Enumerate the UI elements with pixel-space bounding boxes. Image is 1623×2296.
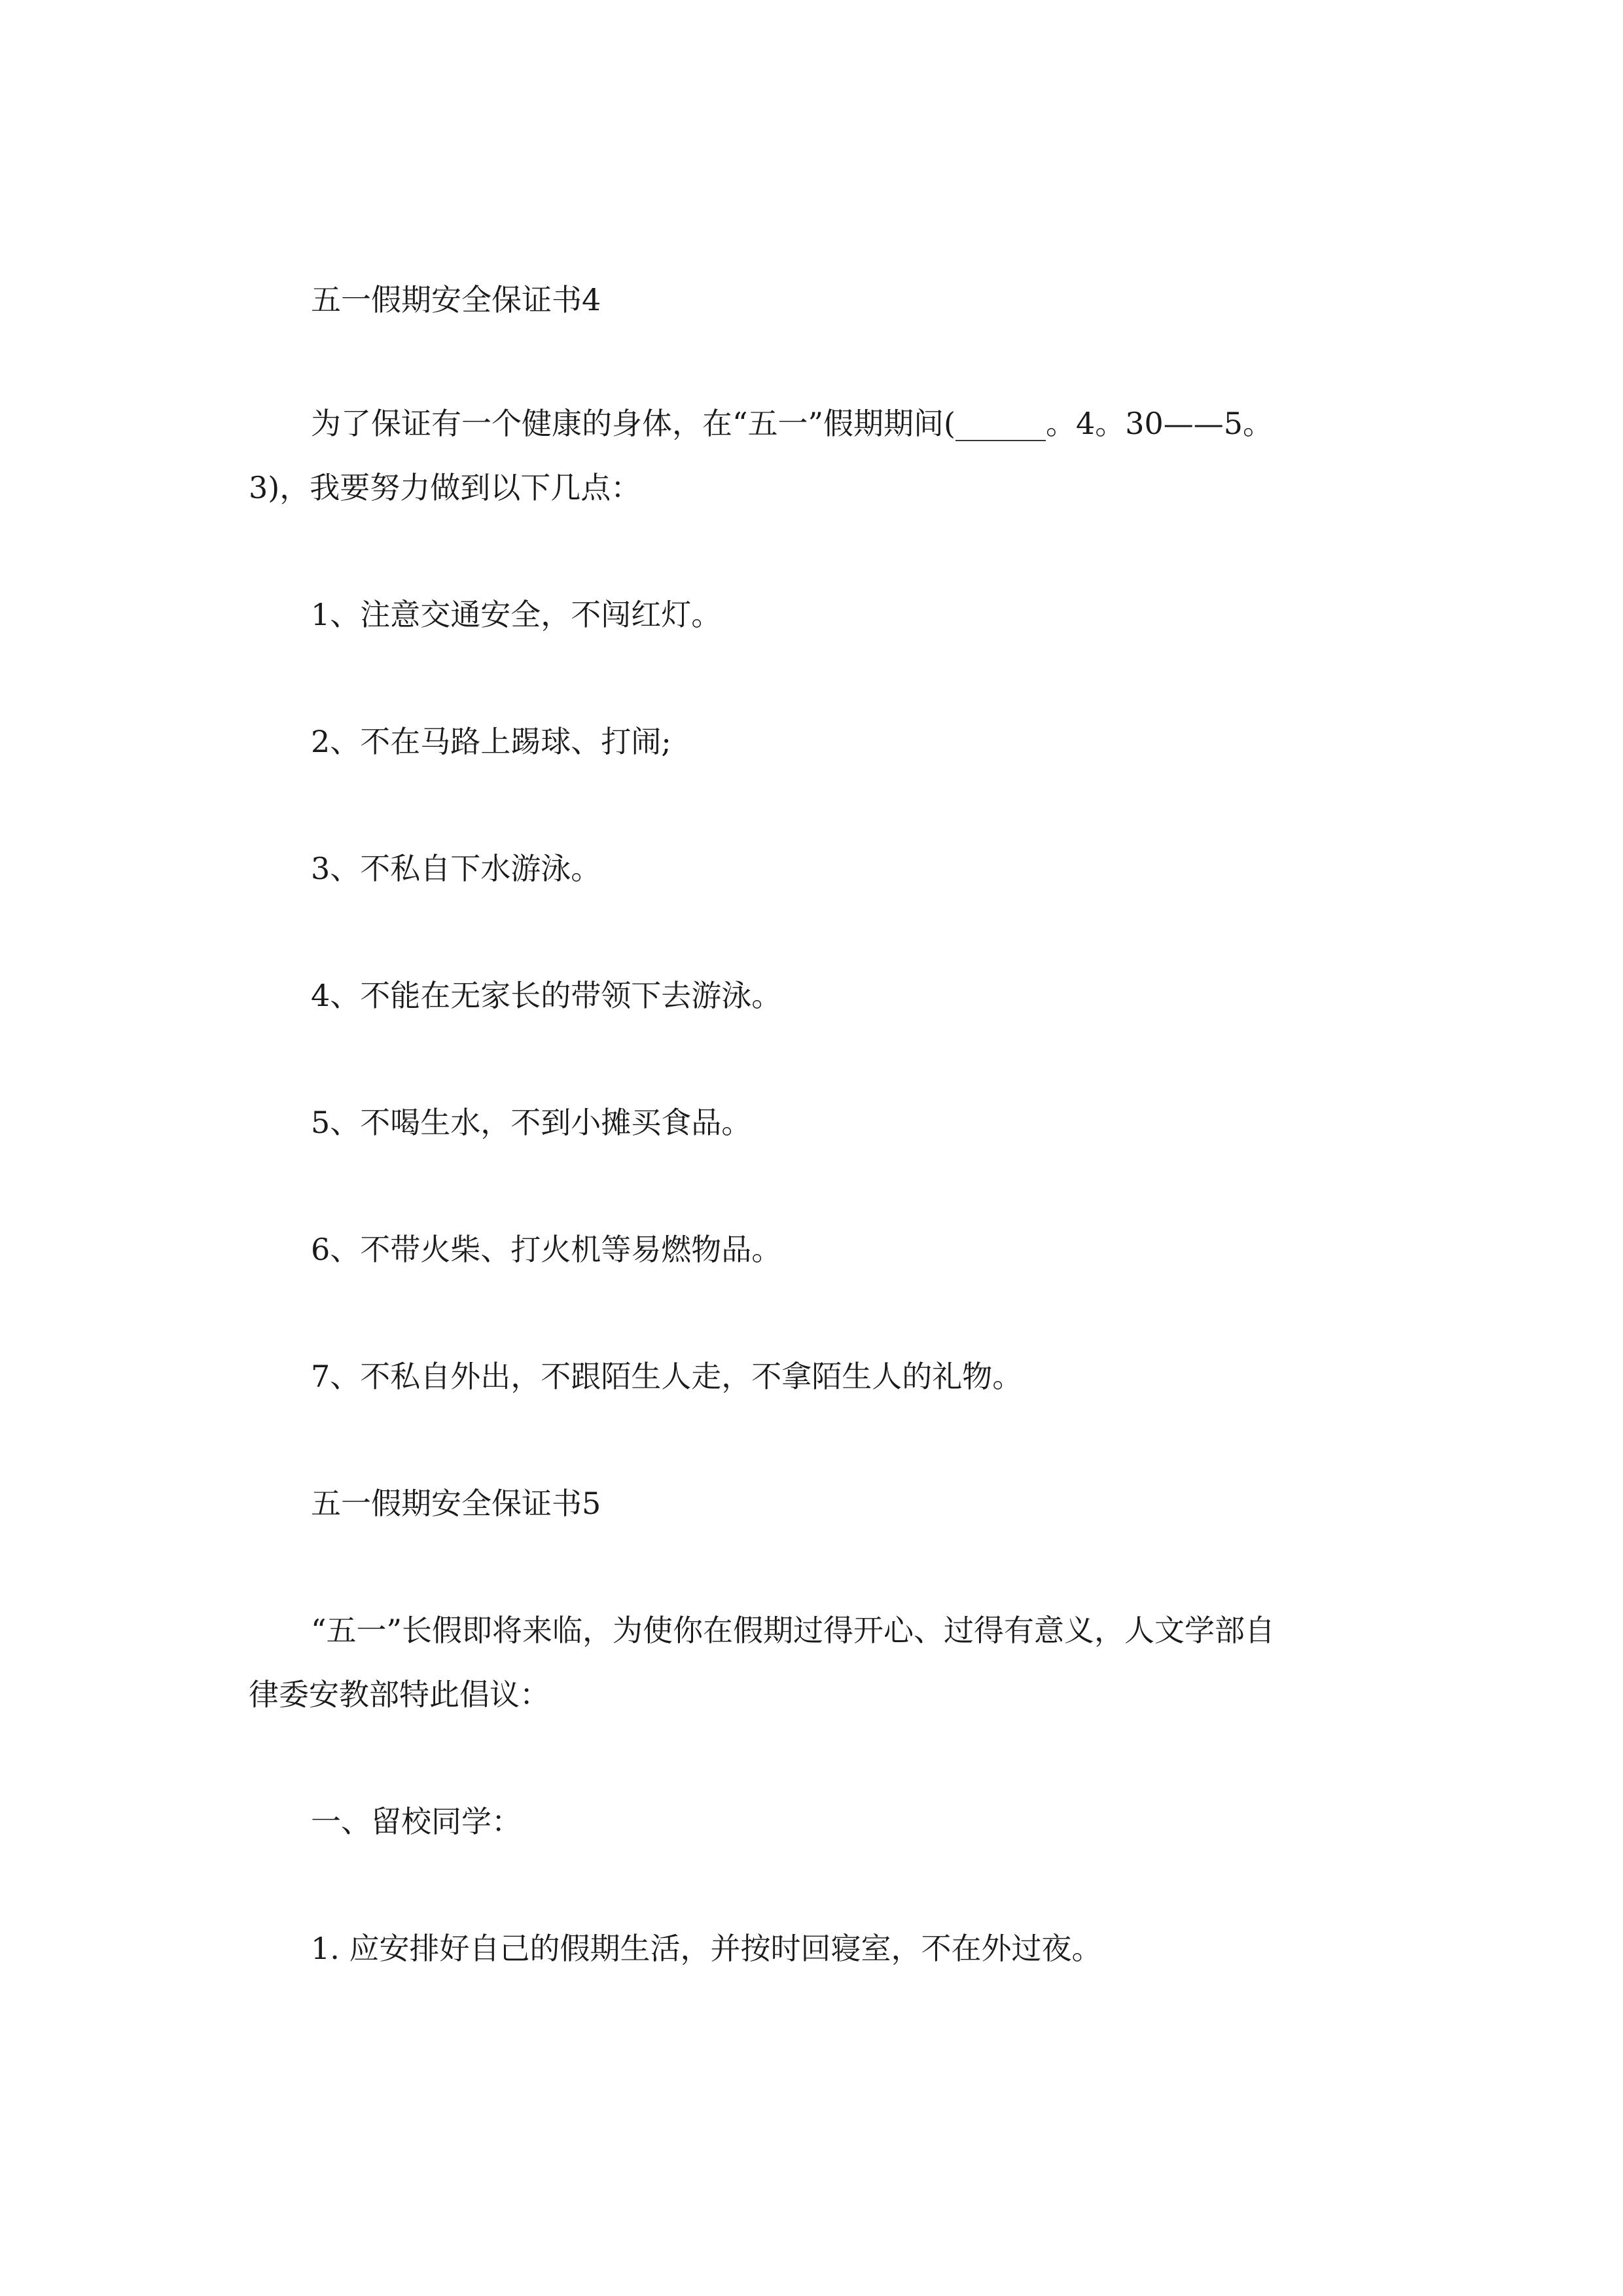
list-item: 6、不带火柴、打火机等易燃物品。 [311, 1232, 782, 1267]
paragraph-line: 律委安教部特此倡议： [249, 1677, 550, 1712]
section-title: 五一假期安全保证书5 [311, 1486, 601, 1521]
paragraph-line: “五一”长假即将来临，为使你在假期过得开心、过得有意义，人文学部自 [311, 1613, 1275, 1648]
list-item: 4、不能在无家长的带领下去游泳。 [311, 978, 782, 1013]
paragraph-line: 为了保证有一个健康的身体，在“五一”假期期间(______。4。30——5。 [311, 406, 1274, 441]
list-item: 2、不在马路上踢球、打闹; [311, 724, 671, 759]
list-item: 3、不私自下水游泳。 [311, 851, 601, 886]
list-item: 1、注意交通安全，不闯红灯。 [311, 597, 722, 632]
list-item: 7、不私自外出，不跟陌生人走，不拿陌生人的礼物。 [311, 1359, 1023, 1394]
list-item: 5、不喝生水，不到小摊买食品。 [311, 1105, 752, 1140]
section-title: 五一假期安全保证书4 [311, 282, 601, 317]
paragraph-line: 3)，我要努力做到以下几点： [249, 470, 641, 505]
list-item: 1. 应安排好自己的假期生活，并按时回寝室，不在外过夜。 [311, 1931, 1102, 1966]
subheading: 一、留校同学： [311, 1804, 522, 1839]
